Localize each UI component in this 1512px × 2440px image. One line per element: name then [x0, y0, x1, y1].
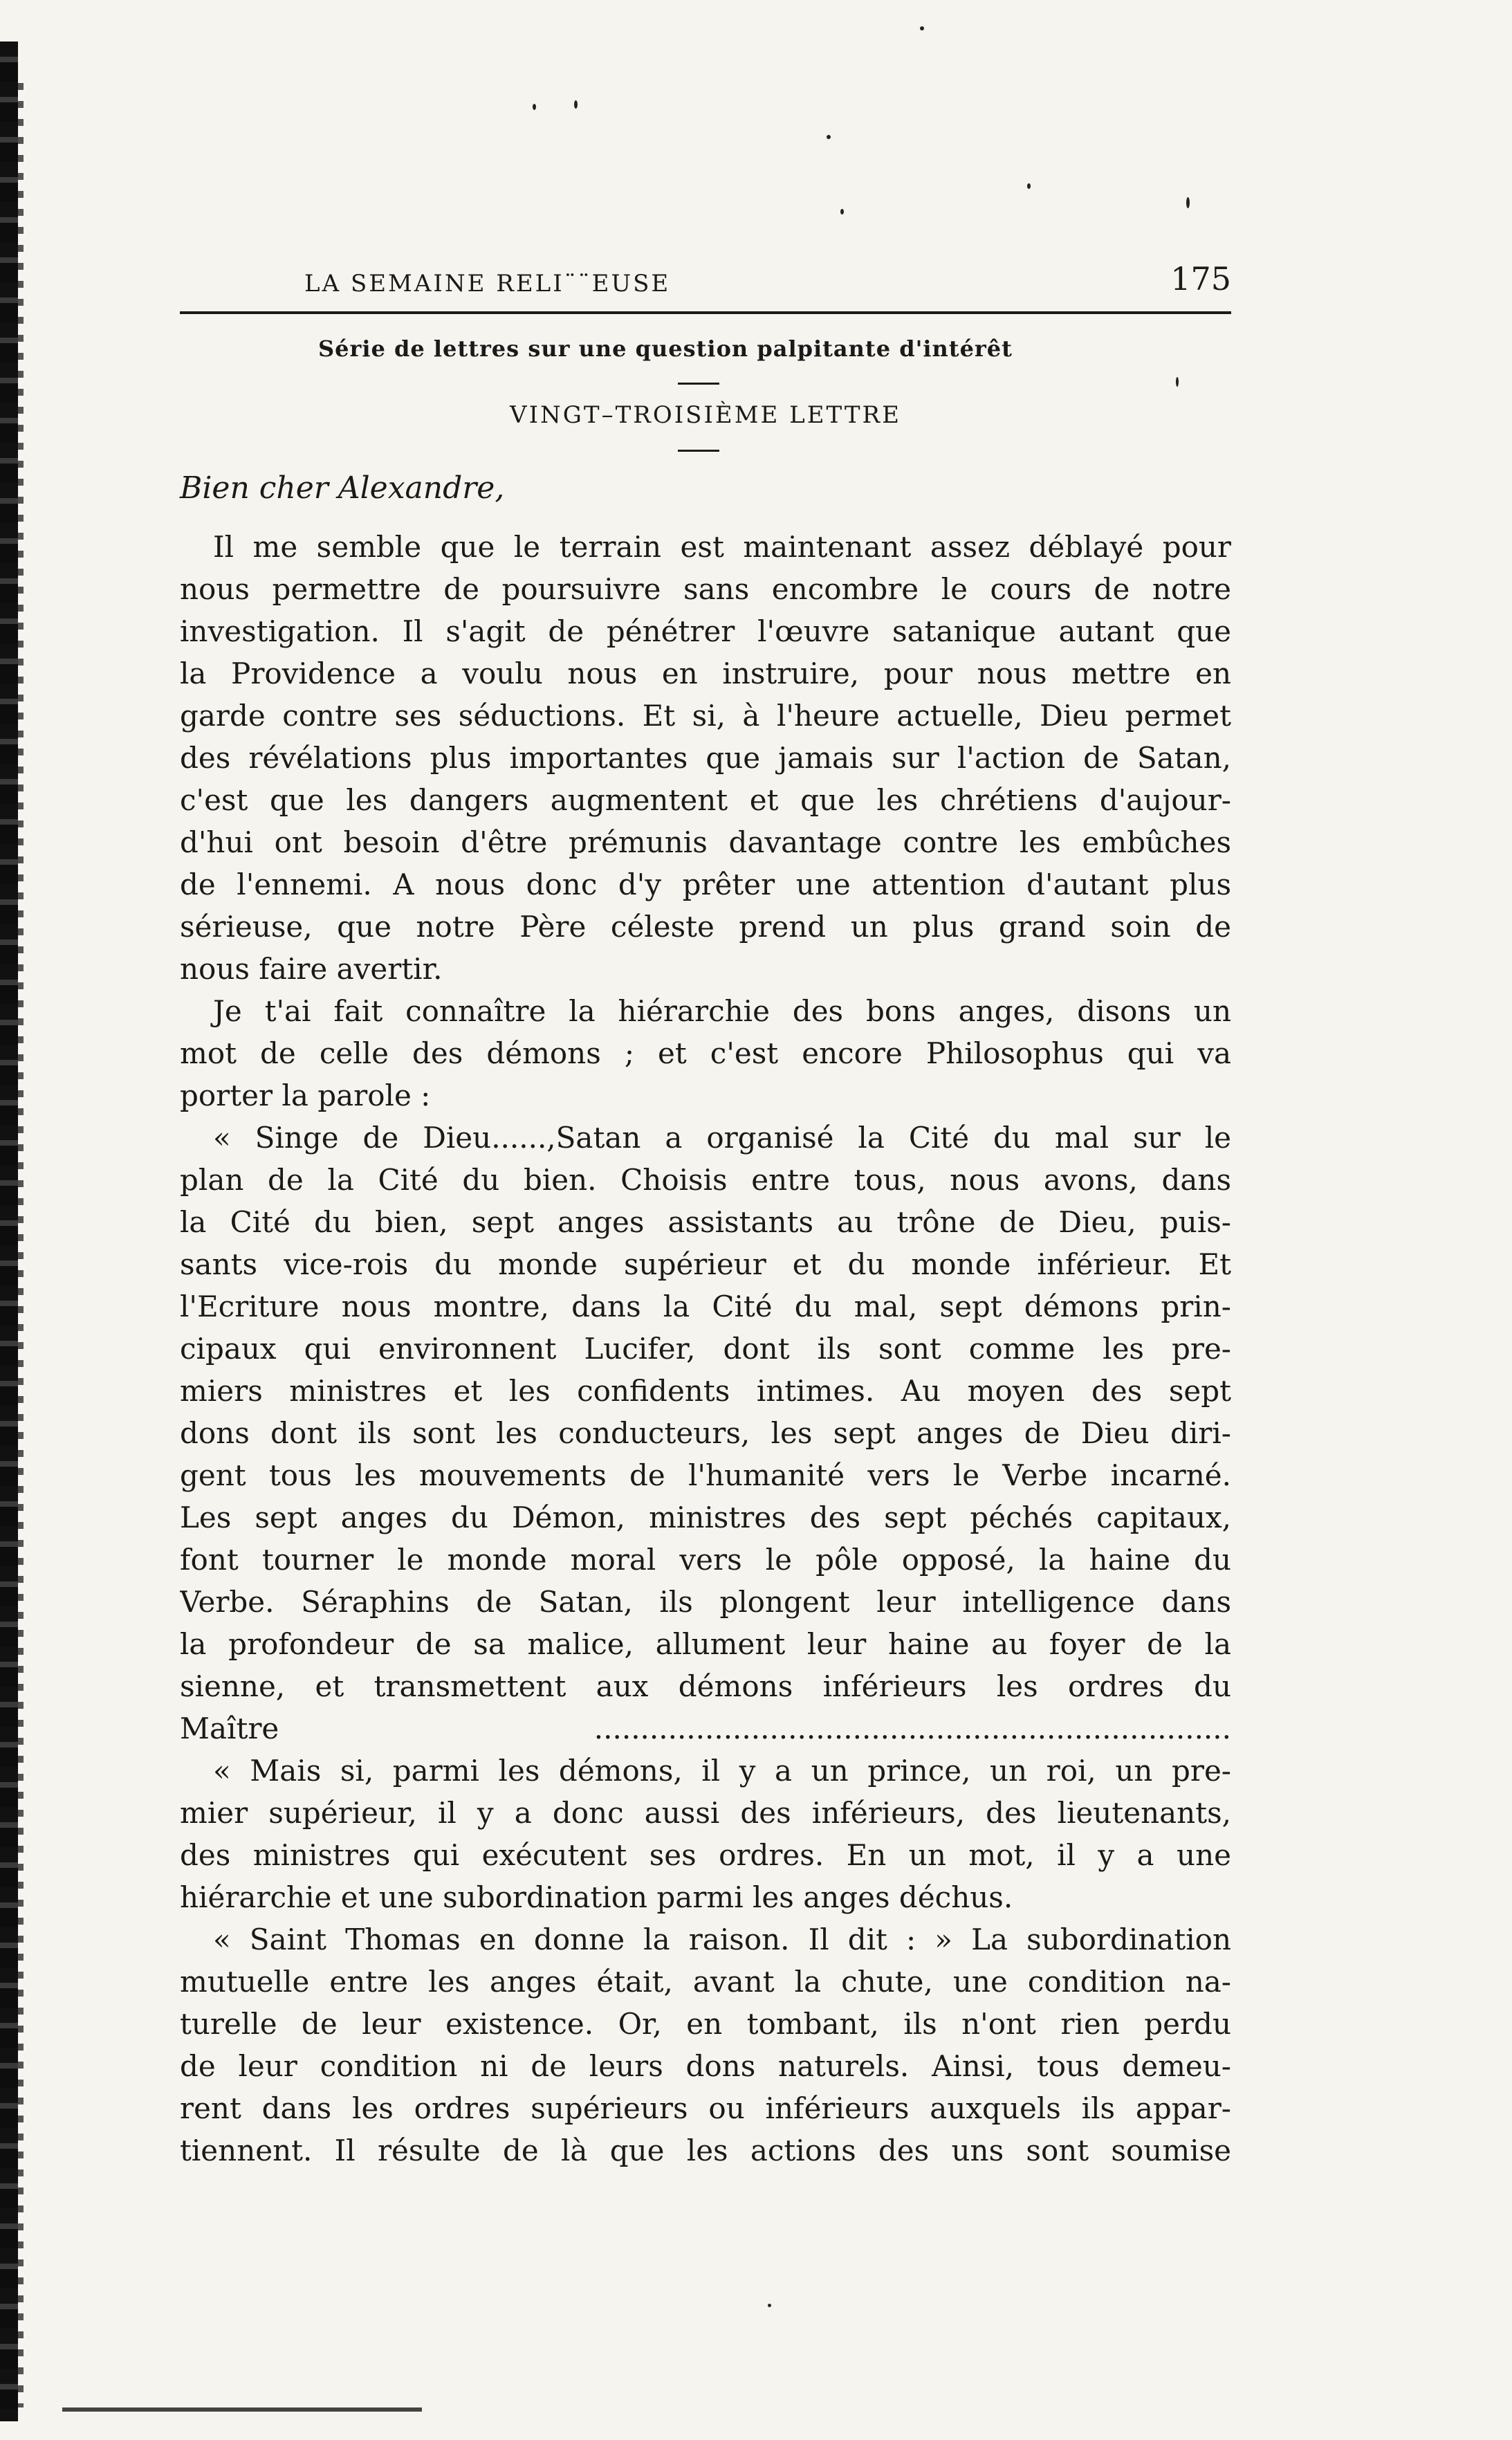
text-line: cipaux qui environnent Lucifer, dont ils sont comme les pre-: [180, 1332, 1231, 1366]
text-line: font tourner le monde moral vers le pôle opposé, la haine du: [180, 1543, 1231, 1577]
text-line: miers ministres et les confidents intimes. Au moyen des sept: [180, 1374, 1231, 1408]
text-line: nous faire avertir.: [180, 952, 443, 986]
paragraph: [180, 526, 1231, 990]
ink-speck: [1186, 197, 1190, 208]
text-line: nous permettre de poursuivre sans encombre le cours de notre: [180, 572, 1231, 606]
ornament-rule: [678, 450, 719, 452]
text-line: plan de la Cité du bien. Choisis entre tous, nous avons, dans: [180, 1163, 1231, 1197]
paragraph: [180, 1117, 1231, 1750]
text-line: porter la parole :: [180, 1079, 431, 1112]
text-line: « Mais si, parmi les démons, il y a un prince, un roi, un pre-: [213, 1754, 1231, 1788]
ink-speck: [574, 100, 578, 109]
text-line: mot de celle des démons ; et c'est encore Philosophus qui va: [180, 1036, 1231, 1070]
ink-speck: [840, 209, 844, 214]
text-line: Maître .....................................................................: [180, 1712, 1231, 1745]
ink-speck: [768, 2304, 771, 2307]
text-line: hiérarchie et une subordination parmi les anges déchus.: [180, 1880, 1013, 1914]
text-line: sérieuse, que notre Père céleste prend un plus grand soin de: [180, 910, 1231, 944]
text-line: mier supérieur, il y a donc aussi des inférieurs, des lieutenants,: [180, 1796, 1231, 1830]
ornament-rule: [678, 383, 719, 385]
text-line: des révélations plus importantes que jamais sur l'action de Satan,: [180, 741, 1231, 775]
text-line: turelle de leur existence. Or, en tombant, ils n'ont rien perdu: [180, 2007, 1231, 2041]
text-line: de l'ennemi. A nous donc d'y prêter une attention d'autant plus: [180, 868, 1231, 901]
bottom-ink-smudge: [62, 2407, 422, 2412]
text-line: « Saint Thomas en donne la raison. Il dit : » La subordination: [213, 1923, 1231, 1956]
running-head: LA SEMAINE RELI¨¨EUSE: [304, 270, 671, 297]
text-line: c'est que les dangers augmentent et que les chrétiens d'aujour-: [180, 783, 1231, 817]
series-title: Série de lettres sur une question palpitante d'intérêt: [318, 336, 1013, 362]
text-line: Il me semble que le terrain est maintenant assez déblayé pour: [213, 530, 1231, 564]
text-line: « Singe de Dieu......,Satan a organisé la Cité du mal sur le: [213, 1121, 1231, 1155]
letter-title: VINGT–TROISIÈME LETTRE: [510, 401, 901, 429]
text-line: rent dans les ordres supérieurs ou inférieurs auxquels ils appar-: [180, 2091, 1231, 2125]
page-binding-shadow: [18, 83, 24, 2407]
ink-speck: [533, 104, 536, 110]
text-line: la Providence a voulu nous en instruire, pour nous mettre en: [180, 657, 1231, 690]
page-binding-edge: [0, 42, 18, 2421]
text-line: des ministres qui exécutent ses ordres. En un mot, il y a une: [180, 1838, 1231, 1872]
text-line: Verbe. Séraphins de Satan, ils plongent leur intelligence dans: [180, 1585, 1231, 1619]
text-line: tiennent. Il résulte de là que les actions des uns sont soumise: [180, 2134, 1231, 2167]
text-line: de leur condition ni de leurs dons naturels. Ainsi, tous demeu-: [180, 2049, 1231, 2083]
text-line: sienne, et transmettent aux démons inférieurs les ordres du: [180, 1669, 1231, 1703]
ink-speck: [827, 135, 831, 139]
text-line: Les sept anges du Démon, ministres des sept péchés capitaux,: [180, 1501, 1231, 1534]
paragraph: [180, 1918, 1231, 2172]
letter-body: [180, 526, 1231, 2172]
text-line: mutuelle entre les anges était, avant la chute, une condition na-: [180, 1965, 1231, 1999]
text-line: la Cité du bien, sept anges assistants au trône de Dieu, puis-: [180, 1205, 1231, 1239]
text-line: gent tous les mouvements de l'humanité vers le Verbe incarné.: [180, 1458, 1231, 1492]
text-line: Je t'ai fait connaître la hiérarchie des bons anges, disons un: [213, 994, 1231, 1028]
text-line: l'Ecriture nous montre, dans la Cité du mal, sept démons prin-: [180, 1290, 1231, 1323]
text-line: la profondeur de sa malice, allument leur haine au foyer de la: [180, 1627, 1231, 1661]
text-line: d'hui ont besoin d'être prémunis davantage contre les embûches: [180, 825, 1231, 859]
paragraph: [180, 1750, 1231, 1918]
page-header: [180, 249, 1231, 297]
page-number: 175: [1170, 260, 1231, 297]
salutation: Bien cher Alexandre,: [180, 470, 505, 506]
ink-speck: [1027, 183, 1031, 189]
ink-speck: [920, 26, 924, 30]
header-rule: [180, 311, 1231, 314]
text-line: investigation. Il s'agit de pénétrer l'œuvre satanique autant que: [180, 614, 1231, 648]
text-line: sants vice-rois du monde supérieur et du monde inférieur. Et: [180, 1247, 1231, 1281]
ink-speck: [1176, 377, 1179, 387]
text-line: garde contre ses séductions. Et si, à l'heure actuelle, Dieu permet: [180, 699, 1231, 733]
text-line: dons dont ils sont les conducteurs, les sept anges de Dieu diri-: [180, 1416, 1231, 1450]
paragraph: [180, 990, 1231, 1117]
